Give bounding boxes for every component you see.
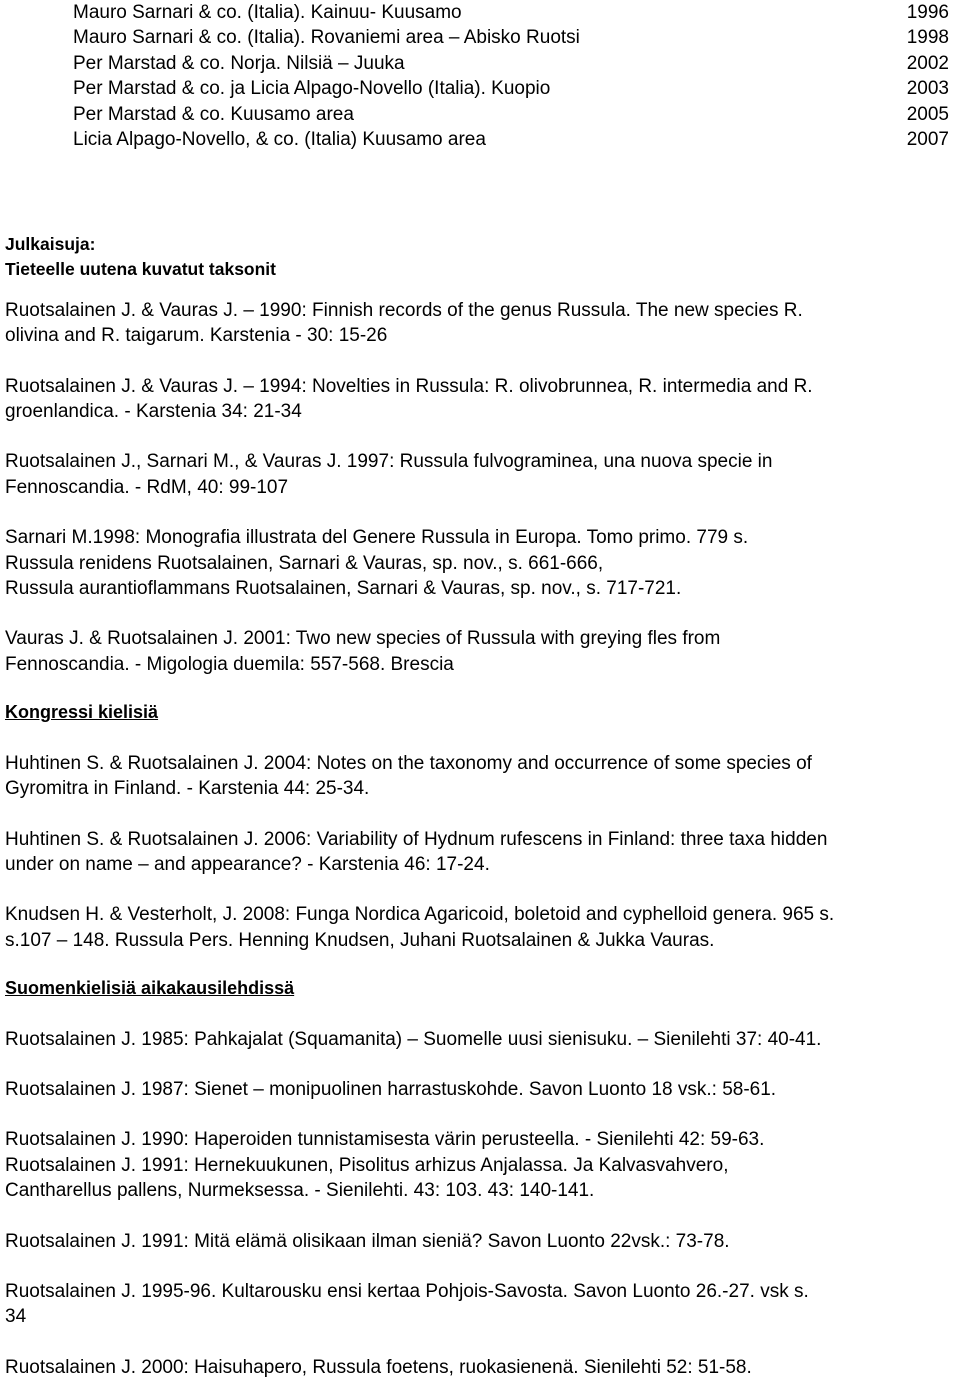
- entry-line: under on name – and appearance? - Karstenia 46: 17-24.: [5, 853, 490, 875]
- exhibition-year: 2005: [906, 103, 949, 125]
- exhibition-list: [73, 0, 949, 152]
- exhibition-row: [73, 51, 949, 76]
- publication-entry: [5, 827, 955, 878]
- entry-line: Knudsen H. & Vesterholt, J. 2008: Funga Nordica Agaricoid, boletoid and cyphelloid genera. 965 s.: [5, 904, 835, 926]
- publication-entry: [5, 449, 955, 500]
- exhibition-year: 2003: [906, 78, 949, 100]
- entry-line: Huhtinen S. & Ruotsalainen J. 2006: Variability of Hydnum rufescens in Finland: three taxa hidden: [5, 828, 828, 850]
- publication-entry: [5, 902, 955, 953]
- entry-line: Cantharellus pallens, Nurmeksessa. - Sienilehti. 43: 103. 43: 140-141.: [5, 1180, 595, 1202]
- exhibition-text: Per Marstad & co. ja Licia Alpago-Novello (Italia). Kuopio: [73, 78, 551, 100]
- congress-heading: Kongressi kielisiä: [5, 702, 159, 723]
- publications-heading: Julkaisuja:: [5, 234, 96, 254]
- entry-line: Ruotsalainen J. 1995-96. Kultarousku ensi kertaa Pohjois-Savosta. Savon Luonto 26.-27. vsk s.: [5, 1280, 809, 1302]
- exhibition-year: 2002: [906, 52, 949, 74]
- entry-line: s.107 – 148. Russula Pers. Henning Knudsen, Juhani Ruotsalainen & Jukka Vauras.: [5, 929, 715, 951]
- entry-line: Ruotsalainen J. 2000: Haisuhapero, Russula foetens, ruokasienenä. Sienilehti 52: 51-58.: [5, 1356, 752, 1378]
- entry-line: Huhtinen S. & Ruotsalainen J. 2004: Notes on the taxonomy and occurrence of some species of: [5, 752, 812, 774]
- publication-entry: [5, 374, 955, 425]
- exhibition-text: Mauro Sarnari & co. (Italia). Rovaniemi area – Abisko Ruotsi: [73, 27, 580, 49]
- entry-line: Ruotsalainen J. 1985: Pahkajalat (Squamanita) – Suomelle uusi sienisuku. – Sienilehti 37: 40-41.: [5, 1028, 822, 1050]
- entry-line: Fennoscandia. - Migologia duemila: 557-568. Brescia: [5, 653, 454, 675]
- exhibition-text: Per Marstad & co. Kuusamo area: [73, 103, 354, 125]
- publications-subheading: Tieteelle uutena kuvatut taksonit: [5, 259, 276, 280]
- entry-line: Gyromitra in Finland. - Karstenia 44: 25-34.: [5, 778, 370, 800]
- publication-entry: [5, 525, 955, 601]
- exhibition-year: 1996: [906, 2, 949, 23]
- publication-entry: [5, 1279, 955, 1330]
- exhibition-row: [73, 0, 949, 25]
- entry-line: Ruotsalainen J., Sarnari M., & Vauras J. 1997: Russula fulvograminea, una nuova specie in: [5, 451, 773, 473]
- exhibition-year: 1998: [906, 27, 949, 49]
- publication-entry: [5, 1027, 955, 1052]
- entry-line: Ruotsalainen J. 1991: Hernekuukunen, Pisolitus arhizus Anjalassa. Ja Kalvasvahvero,: [5, 1154, 729, 1176]
- publications-section: [5, 232, 955, 1380]
- entry-line: olivina and R. taigarum. Karstenia - 30: 15-26: [5, 325, 388, 347]
- exhibition-text: Mauro Sarnari & co. (Italia). Kainuu- Kuusamo: [73, 2, 462, 23]
- publication-entry: [5, 1229, 955, 1254]
- publication-entry: [5, 751, 955, 802]
- entry-line: Russula renidens Ruotsalainen, Sarnari & Vauras, sp. nov., s. 661-666,: [5, 552, 604, 574]
- publication-entry: [5, 1355, 955, 1380]
- exhibition-row: [73, 25, 949, 50]
- exhibition-year: 2007: [906, 129, 949, 151]
- entry-line: Ruotsalainen J. & Vauras J. – 1994: Novelties in Russula: R. olivobrunnea, R. intermedia and R.: [5, 375, 813, 397]
- entry-line: groenlandica. - Karstenia 34: 21-34: [5, 401, 302, 423]
- publication-entry: [5, 1127, 955, 1203]
- exhibition-text: Per Marstad & co. Norja. Nilsiä – Juuka: [73, 52, 405, 74]
- entry-line: Fennoscandia. - RdM, 40: 99-107: [5, 476, 289, 498]
- exhibition-row: [73, 102, 949, 127]
- finnish-heading: Suomenkielisiä aikakausilehdissä: [5, 978, 295, 999]
- exhibition-text: Licia Alpago-Novello, & co. (Italia) Kuusamo area: [73, 129, 486, 151]
- entry-line: 34: [5, 1306, 27, 1328]
- entry-line: Ruotsalainen J. & Vauras J. – 1990: Finnish records of the genus Russula. The new species R.: [5, 299, 803, 321]
- entry-line: Sarnari M.1998: Monografia illustrata del Genere Russula in Europa. Tomo primo. 779 s.: [5, 527, 749, 549]
- entry-line: Ruotsalainen J. 1991: Mitä elämä olisikaan ilman sieniä? Savon Luonto 22vsk.: 73-78.: [5, 1230, 730, 1252]
- publication-entry: [5, 1077, 955, 1102]
- exhibition-row: [73, 127, 949, 152]
- entry-line: Ruotsalainen J. 1987: Sienet – monipuolinen harrastuskohde. Savon Luonto 18 vsk.: 58-61.: [5, 1078, 777, 1100]
- entry-line: Ruotsalainen J. 1990: Haperoiden tunnistamisesta värin perusteella. - Sienilehti 42: 59-63.: [5, 1129, 765, 1151]
- entry-line: Russula aurantioflammans Ruotsalainen, Sarnari & Vauras, sp. nov., s. 717-721.: [5, 578, 682, 600]
- entry-line: Vauras J. & Ruotsalainen J. 2001: Two new species of Russula with greying fles from: [5, 628, 721, 650]
- publication-entry: [5, 626, 955, 677]
- publication-entry: [5, 298, 955, 349]
- exhibition-row: [73, 76, 949, 101]
